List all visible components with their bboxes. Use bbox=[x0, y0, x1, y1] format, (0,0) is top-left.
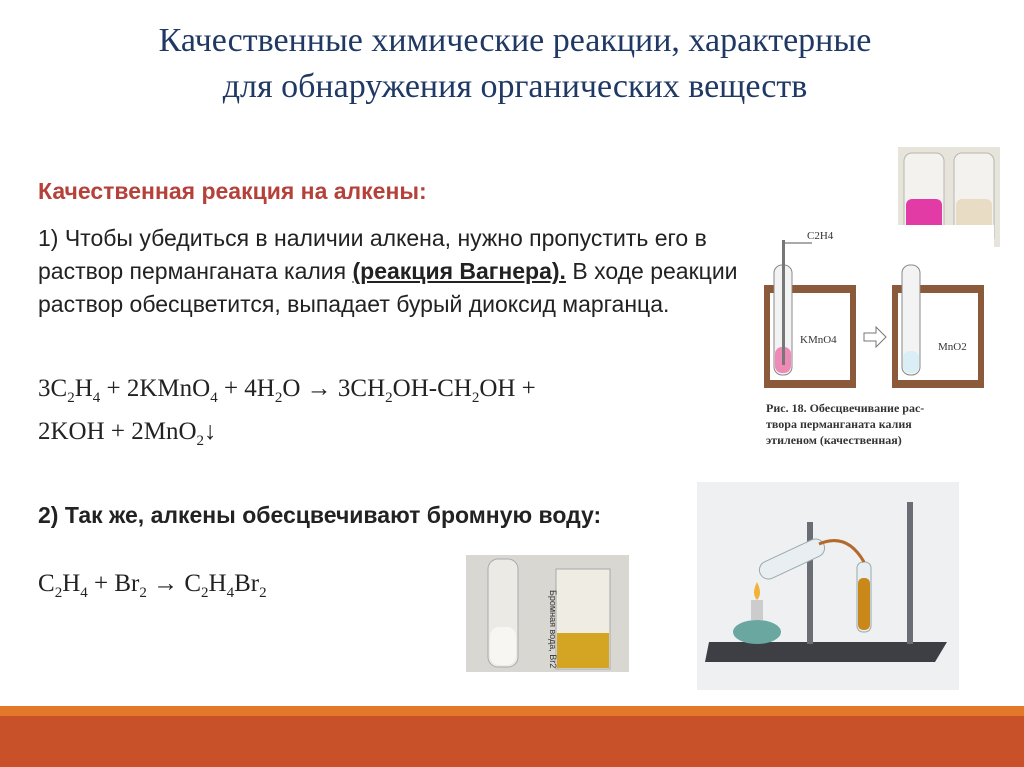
paragraph-1-bold: (реакция Вагнера). bbox=[352, 258, 566, 284]
kmno4-label: KMnO4 bbox=[800, 334, 837, 346]
paragraph-1 bbox=[38, 222, 758, 321]
bromine-water-photo bbox=[466, 555, 629, 672]
paragraph-1-text-a: 1) Чтобы убедиться в наличии алкена, нужно пропустить его в раствор перманганата калия bbox=[38, 225, 707, 284]
c2h4-label: C2H4 bbox=[807, 230, 834, 242]
figure-caption-3: этиленом (качественная) bbox=[766, 433, 902, 447]
equation-bromine: $C_2H_4 + Br_2 \to C_2H_4Br_2$ bbox=[38, 570, 267, 601]
title-line-1: Качественные химические реакции, характерные bbox=[158, 22, 872, 59]
equation-kmno4: $3C_2H_4$ + 2KMnO$_4$ + $4H_2O \to 3CH_2OH-CH_2OH$ + 2KOH + 2MnO$_2$↓ bbox=[38, 375, 536, 449]
paragraph-1-text-b: В ходе реакции раствор обесцветится, выпадает бурый диоксид марганца. bbox=[38, 258, 738, 317]
footer-bar-bottom bbox=[0, 716, 1024, 767]
figure-caption-2: твора перманганата калия bbox=[766, 417, 912, 431]
paragraph-2: 2) Так же, алкены обесцвечивают бромную воду: bbox=[38, 502, 602, 528]
figure-caption-1: Рис. 18. Обесцвечивание рас- bbox=[766, 401, 925, 415]
lab-setup-illustration bbox=[697, 482, 959, 690]
footer-bar-top bbox=[0, 706, 1024, 716]
mno2-label: MnO2 bbox=[938, 341, 967, 353]
title-line-2: для обнаружения органических веществ bbox=[222, 68, 808, 105]
page-title bbox=[40, 18, 990, 110]
kmno4-apparatus-figure bbox=[752, 225, 994, 450]
bromine-label: Бромная вода, Br2 bbox=[548, 590, 558, 669]
section-subtitle: Качественная реакция на алкены: bbox=[38, 178, 427, 204]
